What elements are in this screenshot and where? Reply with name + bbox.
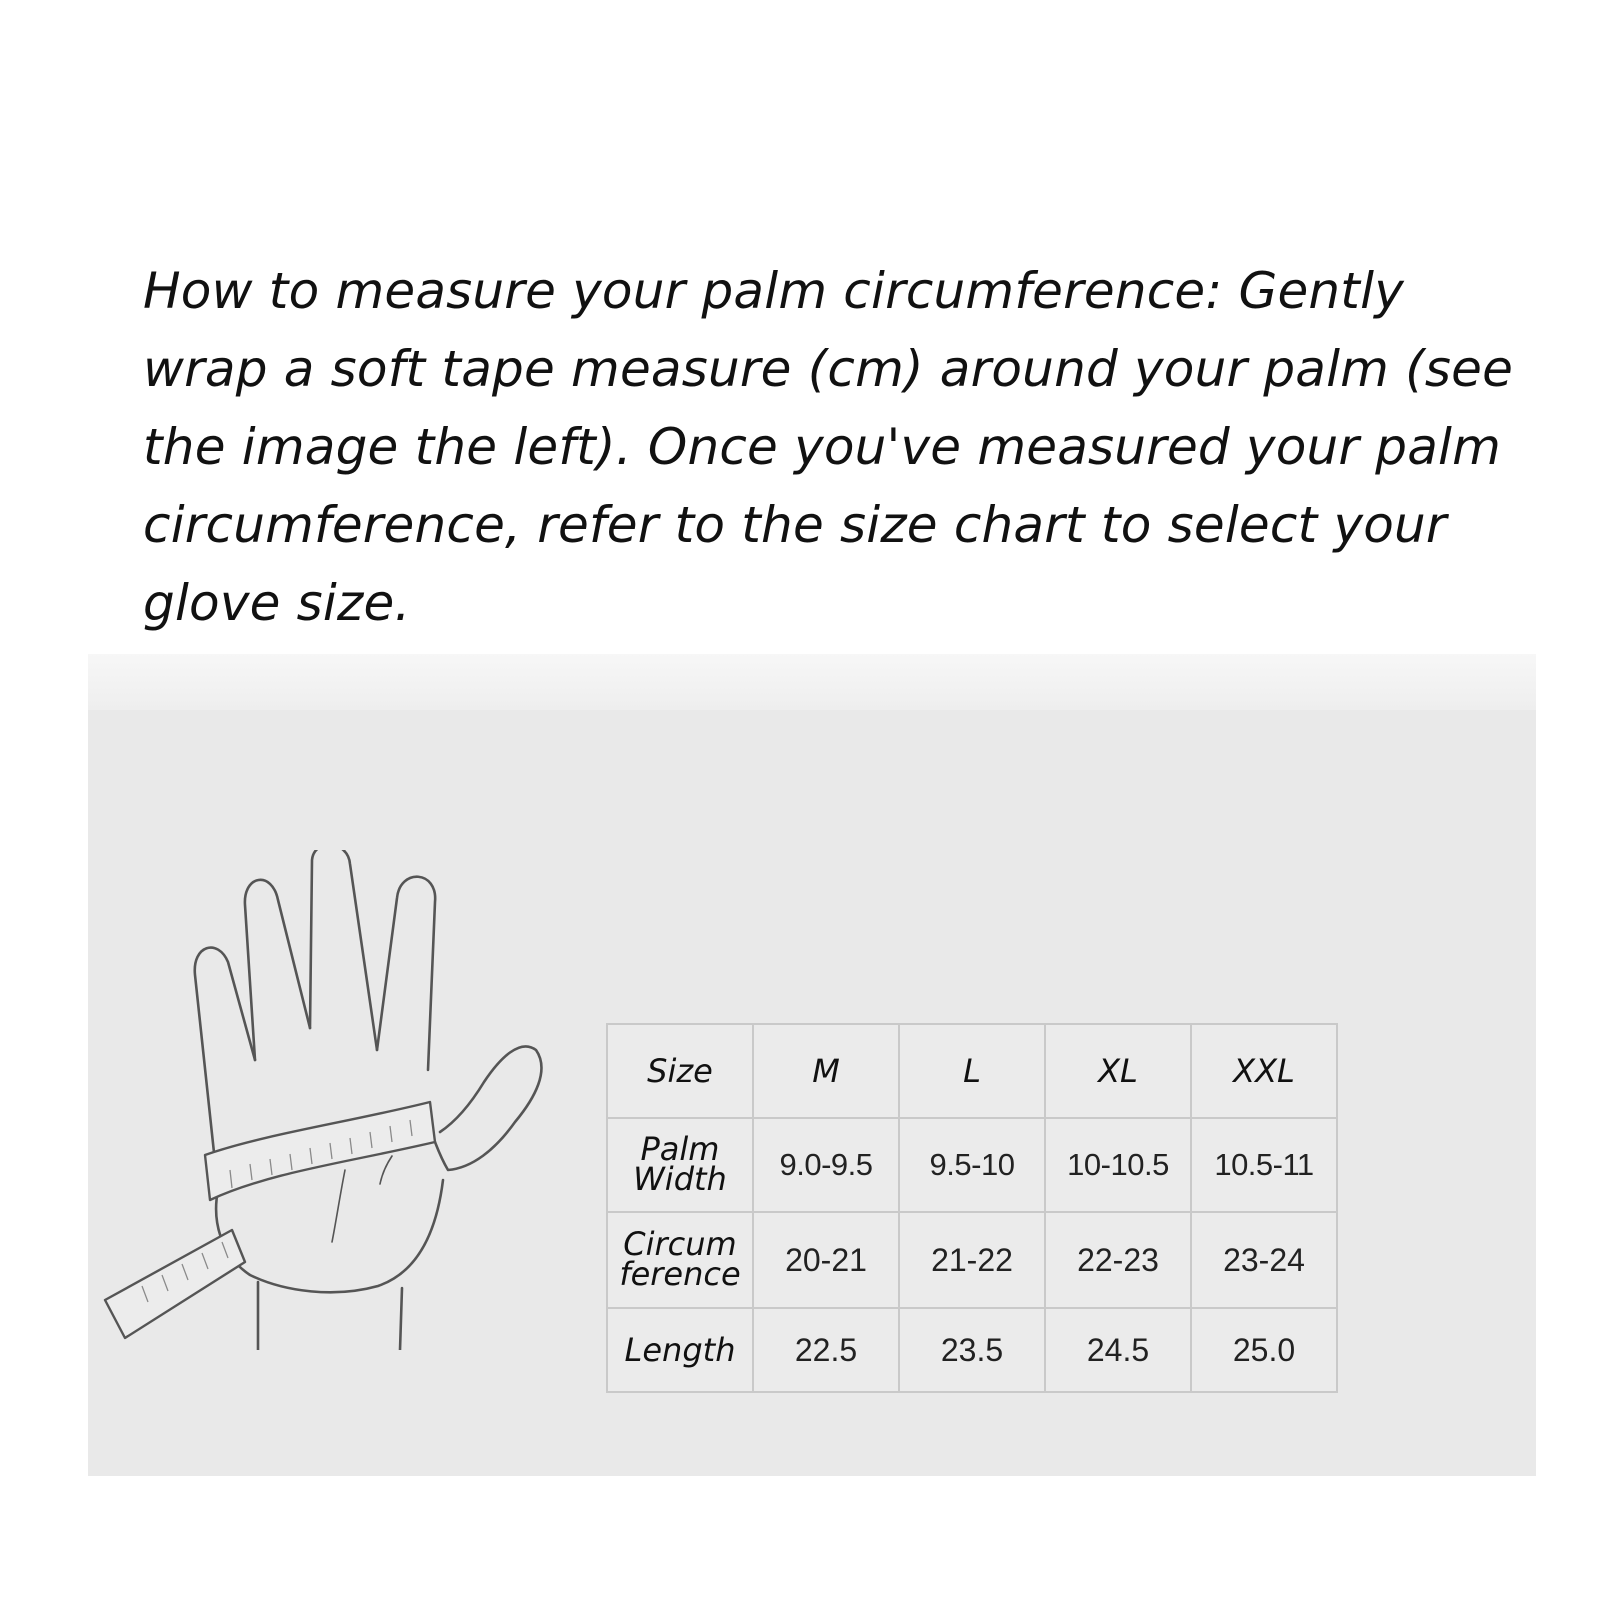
- measuring-instructions: How to measure your palm circumference: Gently wrap a soft tape measure (cm) around your palm (see the image the left). Once you've measured your palm circumference, refer to the size chart to select your glove size.: [143, 262, 1514, 632]
- size-corner-label: Size: [607, 1024, 753, 1118]
- circumference-xxl: 23-24: [1191, 1212, 1337, 1308]
- palm-width-label: Palm Width: [607, 1118, 753, 1212]
- circumference-row: [607, 1212, 1337, 1308]
- size-header-row: [607, 1024, 1337, 1118]
- length-label: Length: [607, 1308, 753, 1392]
- circumference-xl: 22-23: [1045, 1212, 1191, 1308]
- circumference-label: Circum ference: [607, 1212, 753, 1308]
- length-xxl: 25.0: [1191, 1308, 1337, 1392]
- palm-width-row: [607, 1118, 1337, 1212]
- size-xxl-header: XXL: [1191, 1024, 1337, 1118]
- glove-size-chart: [606, 1023, 1338, 1393]
- length-l: 23.5: [899, 1308, 1045, 1392]
- palm-width-m: 9.0-9.5: [753, 1118, 899, 1212]
- size-xl-header: XL: [1045, 1024, 1191, 1118]
- size-m-header: M: [753, 1024, 899, 1118]
- palm-width-xxl: 10.5-11: [1191, 1118, 1337, 1212]
- length-row: [607, 1308, 1337, 1392]
- size-l-header: L: [899, 1024, 1045, 1118]
- circumference-l: 21-22: [899, 1212, 1045, 1308]
- palm-width-l: 9.5-10: [899, 1118, 1045, 1212]
- circumference-m: 20-21: [753, 1212, 899, 1308]
- panel-top-band: [88, 654, 1536, 710]
- length-xl: 24.5: [1045, 1308, 1191, 1392]
- length-m: 22.5: [753, 1308, 899, 1392]
- hand-with-tape-measure-icon: [100, 850, 560, 1350]
- palm-width-xl: 10-10.5: [1045, 1118, 1191, 1212]
